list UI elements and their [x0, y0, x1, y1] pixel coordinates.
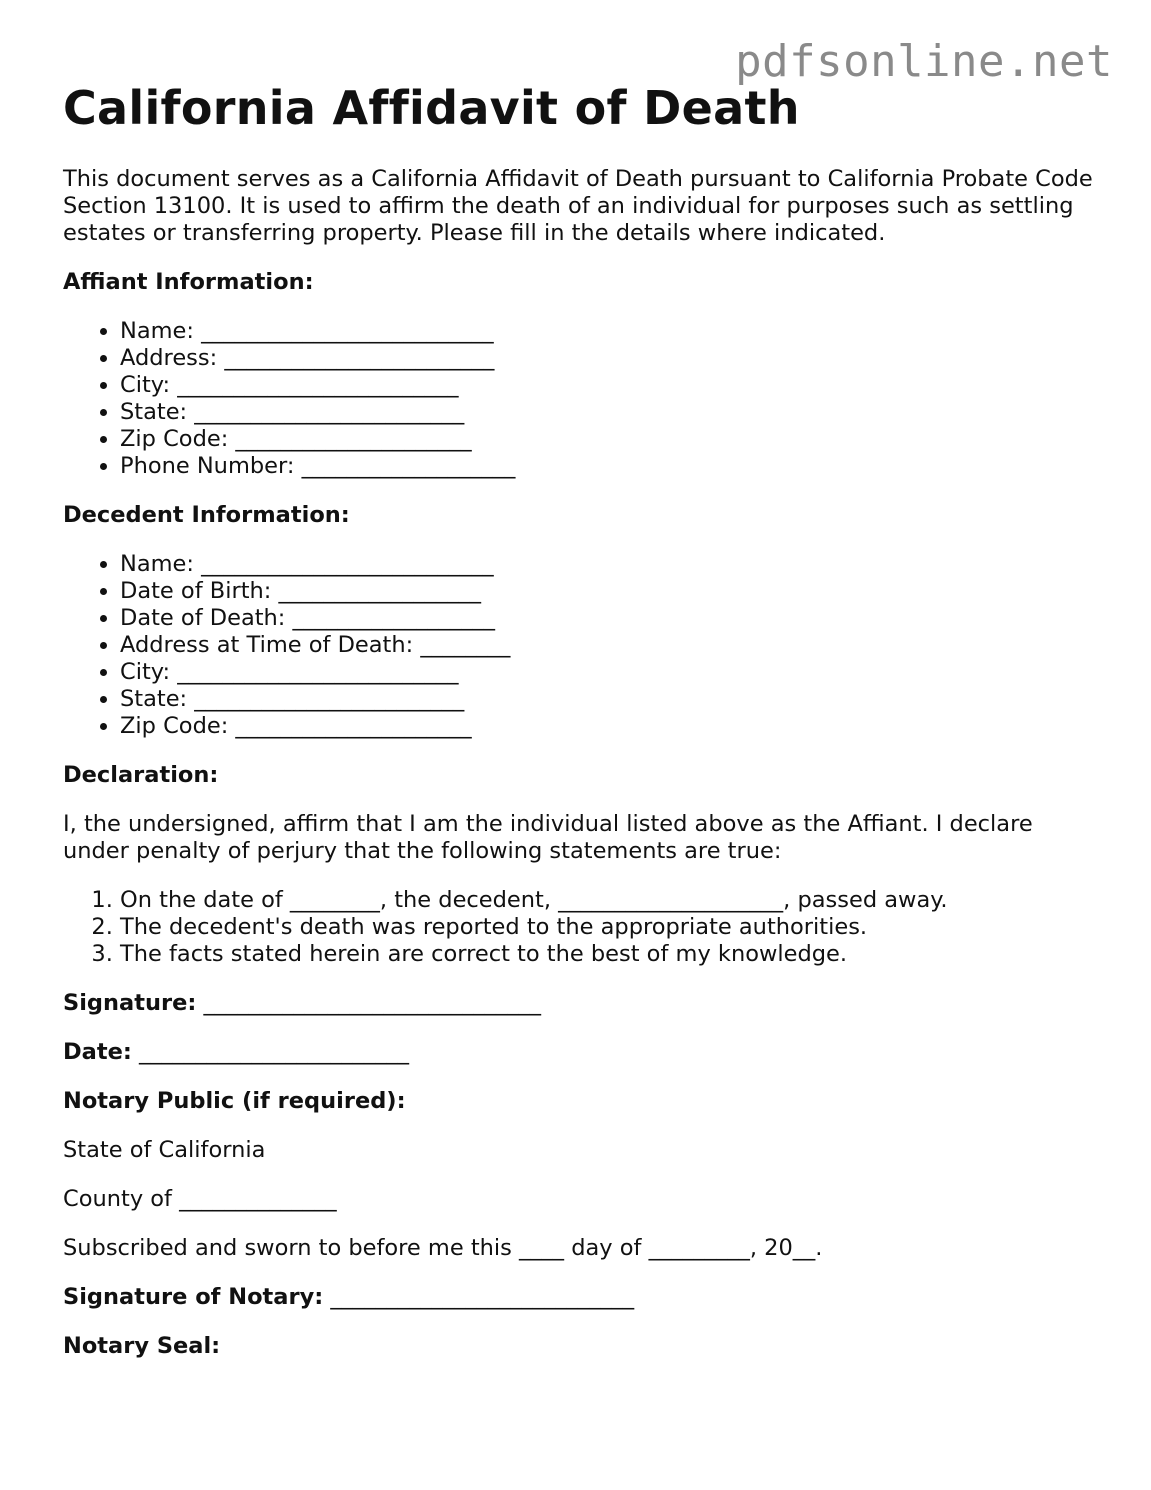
- notary-signature-line[interactable]: ___________________________: [330, 1284, 635, 1310]
- declaration-statement[interactable]: 1. On the date of ________, the decedent, ____________________, passed away.: [120, 887, 1093, 914]
- notary-signature-field[interactable]: [63, 1284, 1093, 1311]
- declaration-statement: 3. The facts stated herein are correct to the best of my knowledge.: [120, 941, 1093, 968]
- notary-signature-label: Signature of Notary:: [63, 1284, 324, 1310]
- intro-paragraph: This document serves as a California Affidavit of Death pursuant to California Probate Code Section 13100. It is used to affirm the death of an individual for purposes such as settling estates or transferring property. Please fill in the details where indicated.: [63, 166, 1093, 246]
- signature-field[interactable]: [63, 990, 1093, 1017]
- decedent-state-field[interactable]: • State: ________________________: [120, 686, 1093, 713]
- decedent-dob-field[interactable]: • Date of Birth: __________________: [120, 578, 1093, 605]
- declaration-text: I, the undersigned, affirm that I am the individual listed above as the Affiant. I declare under penalty of perjury that the following statements are true:: [63, 811, 1033, 864]
- decedent-address-field[interactable]: • Address at Time of Death: ________: [120, 632, 1093, 659]
- notary-seal-label: Notary Seal:: [63, 1333, 221, 1359]
- declaration-heading: Declaration:: [63, 762, 219, 788]
- declaration-list: [63, 887, 1093, 968]
- affiant-heading: Affiant Information:: [63, 269, 314, 295]
- notary-sworn-field[interactable]: Subscribed and sworn to before me this ____ day of _________, 20__.: [63, 1235, 823, 1261]
- date-label: Date:: [63, 1039, 132, 1065]
- affiant-city-field[interactable]: • City: _________________________: [120, 372, 1093, 399]
- decedent-name-field[interactable]: • Name: __________________________: [120, 551, 1093, 578]
- notary-heading: Notary Public (if required):: [63, 1088, 406, 1114]
- affiant-list: [63, 318, 1093, 480]
- date-field[interactable]: [63, 1039, 1093, 1066]
- notary-county-field[interactable]: County of ______________: [63, 1186, 337, 1212]
- date-line[interactable]: ________________________: [139, 1039, 410, 1065]
- affiant-name-field[interactable]: • Name: __________________________: [120, 318, 1093, 345]
- affiant-state-field[interactable]: • State: ________________________: [120, 399, 1093, 426]
- affiant-phone-field[interactable]: • Phone Number: ___________________: [120, 453, 1093, 480]
- decedent-dod-field[interactable]: • Date of Death: __________________: [120, 605, 1093, 632]
- decedent-list: [63, 551, 1093, 740]
- decedent-heading: Decedent Information:: [63, 502, 350, 528]
- signature-label: Signature:: [63, 990, 197, 1016]
- watermark: pdfsonline.net: [735, 36, 1113, 87]
- document-page: [63, 78, 1093, 1360]
- declaration-statement: 2. The decedent's death was reported to the appropriate authorities.: [120, 914, 1093, 941]
- signature-line[interactable]: ______________________________: [203, 990, 542, 1016]
- affiant-address-field[interactable]: • Address: ________________________: [120, 345, 1093, 372]
- notary-state: State of California: [63, 1137, 266, 1163]
- document-title: California Affidavit of Death: [63, 81, 800, 135]
- affiant-zip-field[interactable]: • Zip Code: _____________________: [120, 426, 1093, 453]
- decedent-city-field[interactable]: • City: _________________________: [120, 659, 1093, 686]
- decedent-zip-field[interactable]: • Zip Code: _____________________: [120, 713, 1093, 740]
